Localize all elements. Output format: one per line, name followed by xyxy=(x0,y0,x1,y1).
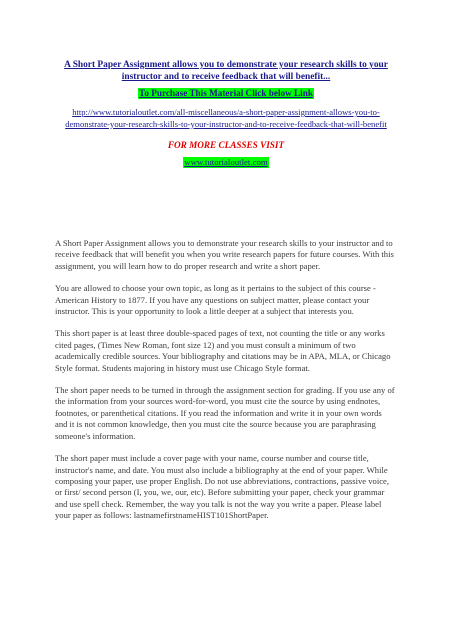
body-paragraph: You are allowed to choose your own topic, as long as it pertains to the subject of this course - American History to 1877. If you have any questions on subject matter, please contact your instructor. This is your opportunity to look a little deeper at a subject that interests you. xyxy=(55,283,376,317)
material-url-link[interactable]: http://www.tutorialoutlet.com/all-miscellaneous/a-short-paper-assignment-allows-you-to-demonstrate-your-research-skills-to-your-instructor-and-to-receive-feedback-that-will-benefit xyxy=(65,107,387,129)
document-header xyxy=(50,60,402,170)
body-paragraph: This short paper is at least three double-spaced pages of text, not counting the title or any works cited pages, (Times New Roman, font size 12) and you must consult a minimum of two academically credible sources. Your bibliography and citations may be in APA, MLA, or Chicago Style format. Students majoring in history must use Chicago Style format. xyxy=(55,328,391,373)
page-title: A Short Paper Assignment allows you to demonstrate your research skills to your instructor and to receive feedback that will benefit... xyxy=(64,60,388,82)
document-body xyxy=(55,238,395,533)
body-paragraph: The short paper needs to be turned in through the assignment section for grading. If you use any of the information from your sources word-for-word, you must cite the source by using endnotes, footnotes, or parenthetical citations. If you read the information and write it in your own words and it is not common knowledge, then you must cite the source because you are paraphrasing someone's information. xyxy=(55,385,395,441)
purchase-link[interactable]: To Purchase This Material Click below Link xyxy=(139,88,313,98)
body-paragraph: The short paper must include a cover page with your name, course number and course title, instructor's name, and date. You must also include a bibliography at the end of your paper. While composing your paper, use proper English. Do not use abbreviations, contractions, passive voice, or first/ second person (I, you, we, our, etc). Before submitting your paper, check your grammar and use spell check. Remember, the way you talk is not the way you write a paper. Please label your paper as follows: lastnamefirstnameHIST101ShortPaper. xyxy=(55,453,390,521)
more-classes-heading: FOR MORE CLASSES VISIT xyxy=(167,140,285,150)
body-paragraph: A Short Paper Assignment allows you to demonstrate your research skills to your instructor and to receive feedback that will benefit you when you write research papers for future courses. With this assignment, you will learn how to do proper research and write a short paper. xyxy=(55,238,394,271)
site-link[interactable]: www.tutorialoutlet.com xyxy=(184,157,268,167)
